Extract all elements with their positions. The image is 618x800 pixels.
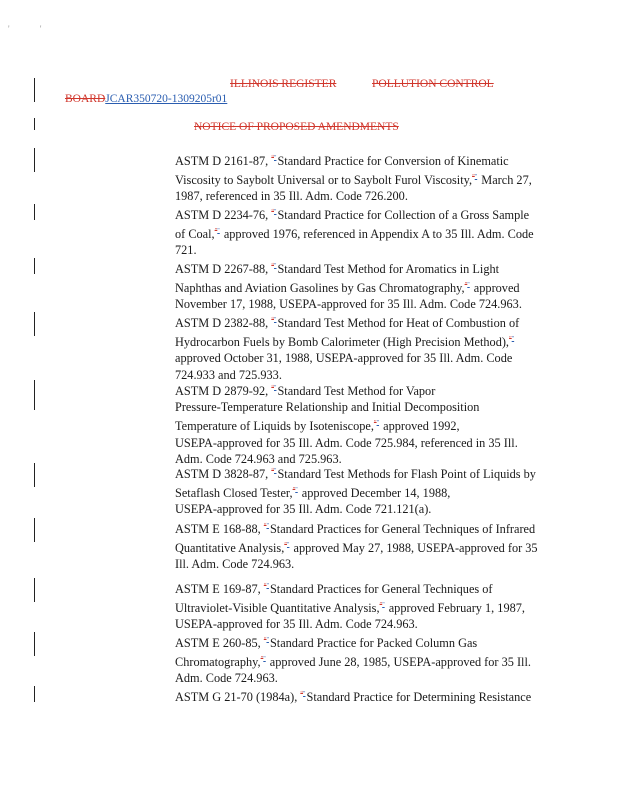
entry-text: USEPA-approved for 35 Ill. Adm. Code 721.121(a). <box>175 502 432 517</box>
entry-line <box>175 399 540 415</box>
entry-text: ASTM G 21-70 (1984a), <box>175 690 301 704</box>
entry-line <box>175 597 540 616</box>
entry-text: 721. <box>175 243 197 258</box>
close-quote-revision <box>374 415 379 431</box>
entry-text: Standard Test Method for Aromatics in Light <box>277 262 500 276</box>
reference-entry <box>175 204 540 259</box>
entry-text: Standard Practices for General Techniques of Infrared <box>269 522 536 536</box>
entry-line <box>175 312 540 331</box>
entry-line <box>175 578 540 597</box>
entry-line <box>175 331 540 350</box>
entry-line <box>175 350 540 366</box>
change-bar <box>34 686 35 702</box>
entry-text: Ultraviolet-Visible Quantitative Analysis, <box>175 601 380 616</box>
entry-line <box>175 537 540 556</box>
change-bar <box>34 118 35 130</box>
struck-quote: “ <box>271 385 274 391</box>
entry-text: Standard Practice for Collection of a Gross Sample <box>277 208 530 222</box>
entry-line <box>175 435 540 451</box>
entry-text: Standard Test Methods for Flash Point of Liquids by <box>277 467 536 481</box>
inserted-quote: " <box>274 385 277 391</box>
entry-text: ASTM D 2161-87, <box>175 154 272 168</box>
open-quote-revision <box>264 632 269 648</box>
entry-line <box>175 277 540 296</box>
inserted-quote: " <box>263 656 266 663</box>
struck-quote: “ <box>271 209 274 215</box>
entry-text: Standard Practice for Determining Resistance <box>306 690 532 704</box>
open-quote-revision <box>271 463 276 479</box>
struck-quote: “ <box>271 468 274 474</box>
inserted-quote: " <box>266 637 269 643</box>
inserted-quote: " <box>303 691 306 697</box>
entry-line <box>175 223 540 242</box>
entry-line <box>175 150 540 169</box>
inserted-quote: " <box>467 282 470 289</box>
entry-line <box>175 242 540 258</box>
inserted-quote: " <box>266 583 269 589</box>
inserted-quote: " <box>382 602 385 609</box>
entry-line <box>175 670 540 686</box>
reference-entry <box>175 518 540 573</box>
entry-text: March 27, <box>478 173 532 188</box>
inserted-quote: " <box>274 263 277 269</box>
close-quote-revision <box>509 331 514 347</box>
reference-entry <box>175 463 540 518</box>
entry-text: ASTM E 168-88, <box>175 522 264 536</box>
entry-text: ASTM D 2234-76, <box>175 208 272 222</box>
inserted-quote: " <box>217 228 220 235</box>
entry-text: 724.933 and 725.933. <box>175 367 282 382</box>
change-bar <box>34 380 35 410</box>
reference-entry <box>175 632 540 687</box>
entry-text: approved 1992, <box>380 419 460 434</box>
struck-quote: “ <box>271 263 274 269</box>
reference-entry <box>175 578 540 633</box>
entry-line <box>175 482 540 501</box>
change-bar <box>34 578 35 602</box>
inserted-quote: " <box>274 209 277 215</box>
open-quote-revision <box>271 258 276 274</box>
entry-line <box>175 518 540 537</box>
entry-text: Standard Practices for General Techniques of <box>269 582 493 596</box>
change-bar <box>34 518 35 542</box>
change-bar <box>34 632 35 656</box>
entry-text: approved <box>470 281 520 296</box>
struck-quote: ” <box>509 336 512 343</box>
close-quote-revision <box>284 537 289 553</box>
document-id: JCAR350720-1309205r01 <box>105 93 228 105</box>
struck-quote: “ <box>263 523 267 529</box>
inserted-quote: " <box>474 174 478 181</box>
entry-text: approved October 31, 1988, USEPA-approved for 35 Ill. Adm. Code <box>175 351 513 366</box>
entry-line <box>175 501 540 517</box>
inserted-quote: " <box>295 487 298 494</box>
inserted-quote: " <box>286 542 290 549</box>
entry-line <box>175 463 540 482</box>
struck-quote: “ <box>271 155 274 161</box>
entry-text: Standard Test Method for Heat of Combustion of <box>277 316 520 330</box>
reference-entry <box>175 258 540 313</box>
inserted-quote: " <box>511 336 515 343</box>
entry-text: approved December 14, 1988, <box>298 486 451 501</box>
entry-text: Adm. Code 724.963 and 725.963. <box>175 451 342 466</box>
entry-text: Quantitative Analysis, <box>175 541 285 556</box>
entry-line <box>175 632 540 651</box>
entry-line <box>175 188 540 204</box>
struck-quote: “ <box>300 691 304 697</box>
struck-quote: ” <box>292 487 296 494</box>
notice-heading: NOTICE OF PROPOSED AMENDMENTS <box>194 121 399 133</box>
entry-text: Pressure-Temperature Relationship and Initial Decomposition <box>175 400 480 415</box>
entry-text: USEPA-approved for 35 Ill. Adm. Code 724.963. <box>175 617 418 632</box>
change-bar <box>34 312 35 336</box>
agency-name: POLLUTION CONTROL <box>372 78 494 90</box>
page-header-continued <box>65 93 227 105</box>
entry-line <box>175 686 540 705</box>
change-bar <box>34 78 35 102</box>
entry-text: approved 1976, referenced in Appendix A to 35 Ill. Adm. Code <box>220 227 534 242</box>
entry-text: of Coal, <box>175 227 215 242</box>
entry-text: ASTM E 260-85, <box>175 636 264 650</box>
entry-text: USEPA-approved for 35 Ill. Adm. Code 725.984, referenced in 35 Ill. <box>175 435 518 450</box>
entry-text: Ill. Adm. Code 724.963. <box>175 557 295 572</box>
entry-line <box>175 204 540 223</box>
reference-entry <box>175 686 540 705</box>
struck-quote: “ <box>263 637 267 643</box>
struck-quote: ” <box>260 656 264 663</box>
entry-line <box>175 169 540 188</box>
close-quote-revision <box>293 482 298 498</box>
open-quote-revision <box>271 380 276 396</box>
close-quote-revision <box>380 597 385 613</box>
inserted-quote: " <box>274 317 277 323</box>
struck-quote: ” <box>214 228 218 235</box>
struck-quote: ” <box>464 282 468 289</box>
close-quote-revision <box>465 277 470 293</box>
open-quote-revision <box>271 150 276 166</box>
entry-text: Standard Test Method for Vapor <box>277 384 436 398</box>
entry-text: approved May 27, 1988, USEPA-approved for 35 <box>290 541 538 556</box>
entry-text: Naphthas and Aviation Gasolines by Gas Chromatography, <box>175 281 465 296</box>
entry-text: Hydrocarbon Fuels by Bomb Calorimeter (High Precision Method), <box>175 335 510 350</box>
entry-text: Adm. Code 724.963. <box>175 671 278 686</box>
entry-text: Standard Practice for Conversion of Kinematic <box>277 154 509 168</box>
struck-quote: ” <box>373 420 377 427</box>
entry-text: Temperature of Liquids by Isoteniscope, <box>175 419 374 434</box>
reference-entry <box>175 150 540 205</box>
struck-quote: “ <box>271 317 274 323</box>
open-quote-revision <box>271 312 276 328</box>
inserted-quote: " <box>266 523 269 529</box>
struck-quote: ” <box>379 602 383 609</box>
entry-text: Chromatography, <box>175 655 261 670</box>
inserted-quote: " <box>376 420 380 427</box>
entry-text: November 17, 1988, USEPA-approved for 35 Ill. Adm. Code 724.963. <box>175 297 522 312</box>
entry-line <box>175 258 540 277</box>
entry-line <box>175 415 540 434</box>
entry-line <box>175 651 540 670</box>
change-bar <box>34 148 35 172</box>
entry-text: ASTM D 2382-88, <box>175 316 272 330</box>
change-bar <box>34 204 35 220</box>
open-quote-revision <box>264 578 269 594</box>
agency-name-continued: BOARD <box>65 93 106 105</box>
entry-text: Viscosity to Saybolt Universal or to Saybolt Furol Viscosity, <box>175 173 473 188</box>
change-bar <box>34 463 35 487</box>
entry-text: Setaflash Closed Tester, <box>175 486 293 501</box>
entry-text: approved February 1, 1987, <box>385 601 525 616</box>
struck-quote: ” <box>472 174 475 181</box>
entry-text: ASTM E 169-87, <box>175 582 264 596</box>
close-quote-revision <box>472 169 477 185</box>
open-quote-revision <box>300 686 305 702</box>
reference-entry <box>175 312 540 383</box>
entry-line <box>175 296 540 312</box>
entry-text: ASTM D 2879-92, <box>175 384 272 398</box>
entry-line <box>175 616 540 632</box>
inserted-quote: " <box>274 155 277 161</box>
open-quote-revision <box>271 204 276 220</box>
inserted-quote: " <box>274 468 277 474</box>
struck-quote: “ <box>263 583 267 589</box>
open-quote-revision <box>264 518 269 534</box>
scan-corner-marks: ' ' <box>8 24 56 34</box>
entry-text: 1987, referenced in 35 Ill. Adm. Code 726.200. <box>175 189 408 204</box>
entry-text: approved June 28, 1985, USEPA-approved for 35 Ill. <box>266 655 531 670</box>
entry-text: ASTM D 3828-87, <box>175 467 272 481</box>
entry-line <box>175 380 540 399</box>
entry-text: ASTM D 2267-88, <box>175 262 272 276</box>
close-quote-revision <box>261 651 266 667</box>
reference-entry <box>175 380 540 467</box>
register-title: ILLINOIS REGISTER <box>230 78 337 90</box>
close-quote-revision <box>215 223 220 239</box>
change-bar <box>34 258 35 274</box>
struck-quote: ” <box>284 542 287 549</box>
entry-line <box>175 556 540 572</box>
entry-text: Standard Practice for Packed Column Gas <box>269 636 478 650</box>
